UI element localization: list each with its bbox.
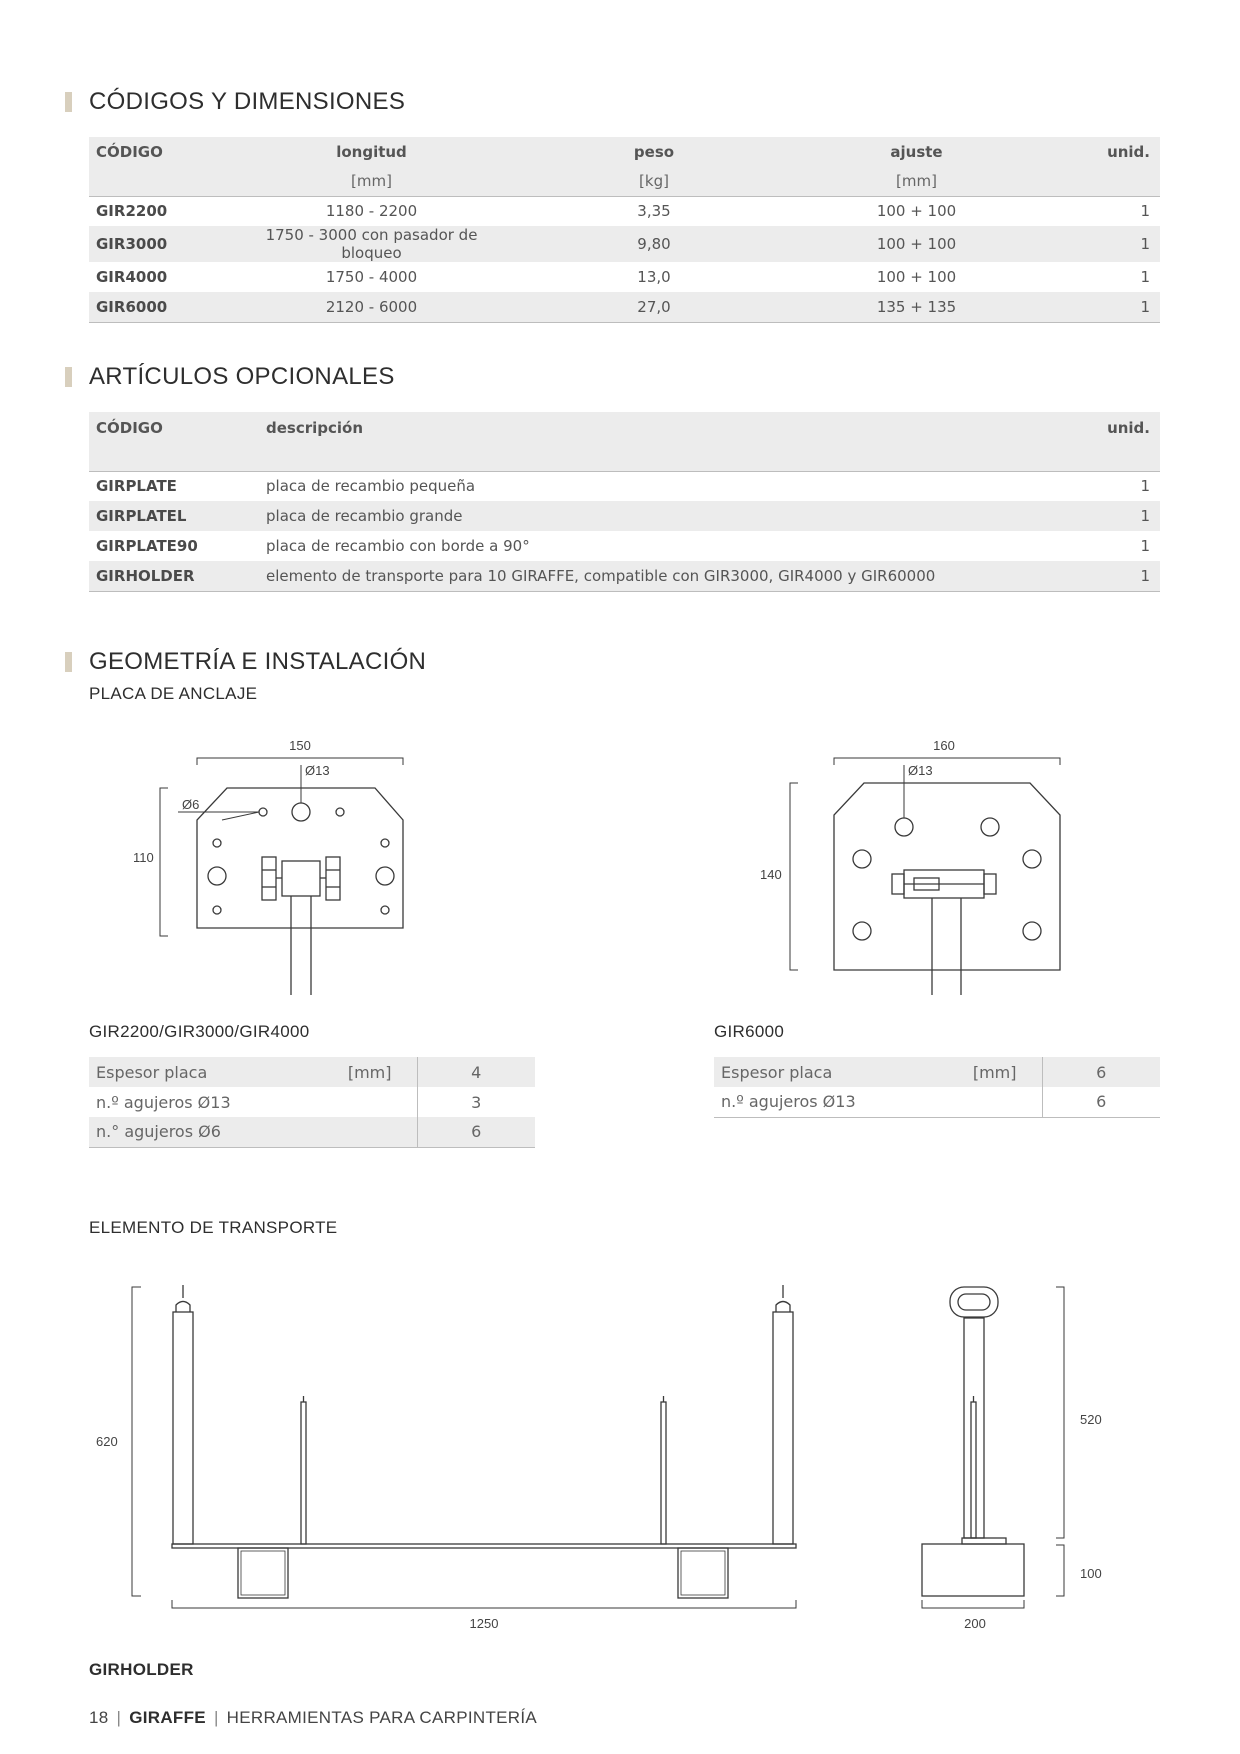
spec-row xyxy=(714,1057,1160,1087)
footer-separator: | xyxy=(213,1708,219,1727)
spec-label: Espesor placa xyxy=(714,1057,952,1087)
spec-unit: [mm] xyxy=(327,1057,417,1087)
dim-transport-lower: 100 xyxy=(1080,1566,1102,1581)
transport-caption: GIRHOLDER xyxy=(89,1660,194,1679)
cell-unit: 1 xyxy=(1140,477,1150,496)
dim-large-height: 140 xyxy=(760,867,782,882)
spec-label: n.º agujeros Ø13 xyxy=(96,1092,231,1112)
section-title: GEOMETRÍA E INSTALACIÓN xyxy=(89,648,427,675)
cell-unit: 1 xyxy=(1029,292,1160,322)
cell-description: elemento de transporte para 10 GIRAFFE, compatible con GIR3000, GIR4000 y GIR60000 xyxy=(259,561,1080,591)
cell-weight: 9,80 xyxy=(504,226,804,262)
header-code: CÓDIGO xyxy=(89,412,259,471)
small-plate-drawing xyxy=(160,758,403,995)
spec-unit xyxy=(327,1117,417,1147)
large-plate-drawing xyxy=(790,758,1060,995)
dim-large-hole-big: Ø13 xyxy=(908,763,933,778)
unit-weight: [kg] xyxy=(504,167,804,196)
small-plate-caption: GIR2200/GIR3000/GIR4000 xyxy=(89,1022,310,1041)
dim-small-height: 110 xyxy=(133,850,154,865)
large-plate-caption: GIR6000 xyxy=(714,1022,785,1041)
cell-unit: 1 xyxy=(1140,268,1150,286)
header-unit: unid. xyxy=(1029,137,1160,167)
header-description: descripción xyxy=(259,412,1080,471)
dim-transport-upper: 520 xyxy=(1080,1412,1102,1427)
dim-small-hole-big: Ø13 xyxy=(305,763,330,778)
spec-label: Espesor placa xyxy=(89,1057,327,1087)
spec-value: 3 xyxy=(417,1087,535,1117)
dim-transport-depth: 200 xyxy=(964,1616,986,1631)
cell-code: GIRPLATE xyxy=(96,477,177,496)
dim-large-width: 160 xyxy=(933,738,955,753)
spec-value: 6 xyxy=(1042,1057,1160,1087)
spec-value: 6 xyxy=(1042,1087,1160,1117)
cell-unit: 1 xyxy=(1080,561,1160,591)
cell-description: placa de recambio grande xyxy=(259,501,1080,531)
cell-unit: 1 xyxy=(1140,537,1150,555)
section-title: CÓDIGOS Y DIMENSIONES xyxy=(89,88,406,115)
transport-side-drawing xyxy=(922,1287,1064,1608)
unit-adjust: [mm] xyxy=(804,167,1029,196)
cell-unit: 1 xyxy=(1140,202,1150,221)
cell-weight: 3,35 xyxy=(637,202,671,221)
cell-code: GIRHOLDER xyxy=(89,561,259,591)
cell-code: GIR2200 xyxy=(96,202,168,221)
transport-front-drawing xyxy=(132,1285,796,1608)
small-plate-specs xyxy=(89,1057,535,1148)
spec-unit xyxy=(327,1087,417,1117)
cell-adjust: 100 + 100 xyxy=(804,226,1029,262)
cell-code: GIR3000 xyxy=(89,226,239,262)
page-footer xyxy=(89,1708,537,1728)
cell-unit: 1 xyxy=(1080,501,1160,531)
cell-length: 1180 - 2200 xyxy=(325,202,418,221)
spec-unit xyxy=(952,1087,1042,1117)
spec-row xyxy=(89,1057,535,1087)
cell-code: GIR4000 xyxy=(96,268,168,286)
cell-length: 2120 - 6000 xyxy=(239,292,504,322)
spec-value: 6 xyxy=(417,1117,535,1147)
anchor-plate-subtitle: PLACA DE ANCLAJE xyxy=(89,684,258,703)
cell-adjust: 100 + 100 xyxy=(876,268,957,286)
spec-row xyxy=(714,1087,1160,1117)
dim-small-hole-small: Ø6 xyxy=(182,797,200,812)
dim-small-width: 150 xyxy=(289,738,311,753)
page-number: 18 xyxy=(89,1708,109,1727)
header-weight: peso xyxy=(504,137,804,167)
unit-length: [mm] xyxy=(239,167,504,196)
header-length: longitud xyxy=(239,137,504,167)
large-plate-specs xyxy=(714,1057,1160,1118)
cell-weight: 13,0 xyxy=(637,268,671,286)
cell-adjust: 100 + 100 xyxy=(876,202,957,221)
spec-row xyxy=(89,1117,535,1147)
dim-transport-height: 620 xyxy=(96,1434,118,1449)
cell-length: 1750 - 3000 con pasador de bloqueo xyxy=(239,226,504,262)
header-code: CÓDIGO xyxy=(89,137,239,167)
dim-transport-width: 1250 xyxy=(469,1616,499,1631)
footer-brand: GIRAFFE xyxy=(129,1708,206,1727)
cell-description: placa de recambio pequeña xyxy=(266,477,476,496)
spec-value: 4 xyxy=(417,1057,535,1087)
cell-code: GIR6000 xyxy=(89,292,239,322)
cell-description: placa de recambio con borde a 90° xyxy=(266,537,530,555)
cell-adjust: 135 + 135 xyxy=(804,292,1029,322)
cell-code: GIRPLATEL xyxy=(89,501,259,531)
spec-label: n.° agujeros Ø6 xyxy=(89,1117,327,1147)
header-unit: unid. xyxy=(1080,412,1160,471)
spec-row xyxy=(89,1087,535,1117)
transport-subtitle: ELEMENTO DE TRANSPORTE xyxy=(89,1218,338,1237)
spec-unit: [mm] xyxy=(952,1057,1042,1087)
cell-code: GIRPLATE90 xyxy=(96,537,198,555)
cell-weight: 27,0 xyxy=(504,292,804,322)
footer-separator: | xyxy=(116,1708,122,1727)
footer-category: HERRAMIENTAS PARA CARPINTERÍA xyxy=(226,1708,538,1727)
cell-length: 1750 - 4000 xyxy=(325,268,418,286)
spec-label: n.º agujeros Ø13 xyxy=(714,1087,952,1117)
header-adjust: ajuste xyxy=(804,137,1029,167)
section-title: ARTÍCULOS OPCIONALES xyxy=(89,363,395,390)
cell-unit: 1 xyxy=(1029,226,1160,262)
